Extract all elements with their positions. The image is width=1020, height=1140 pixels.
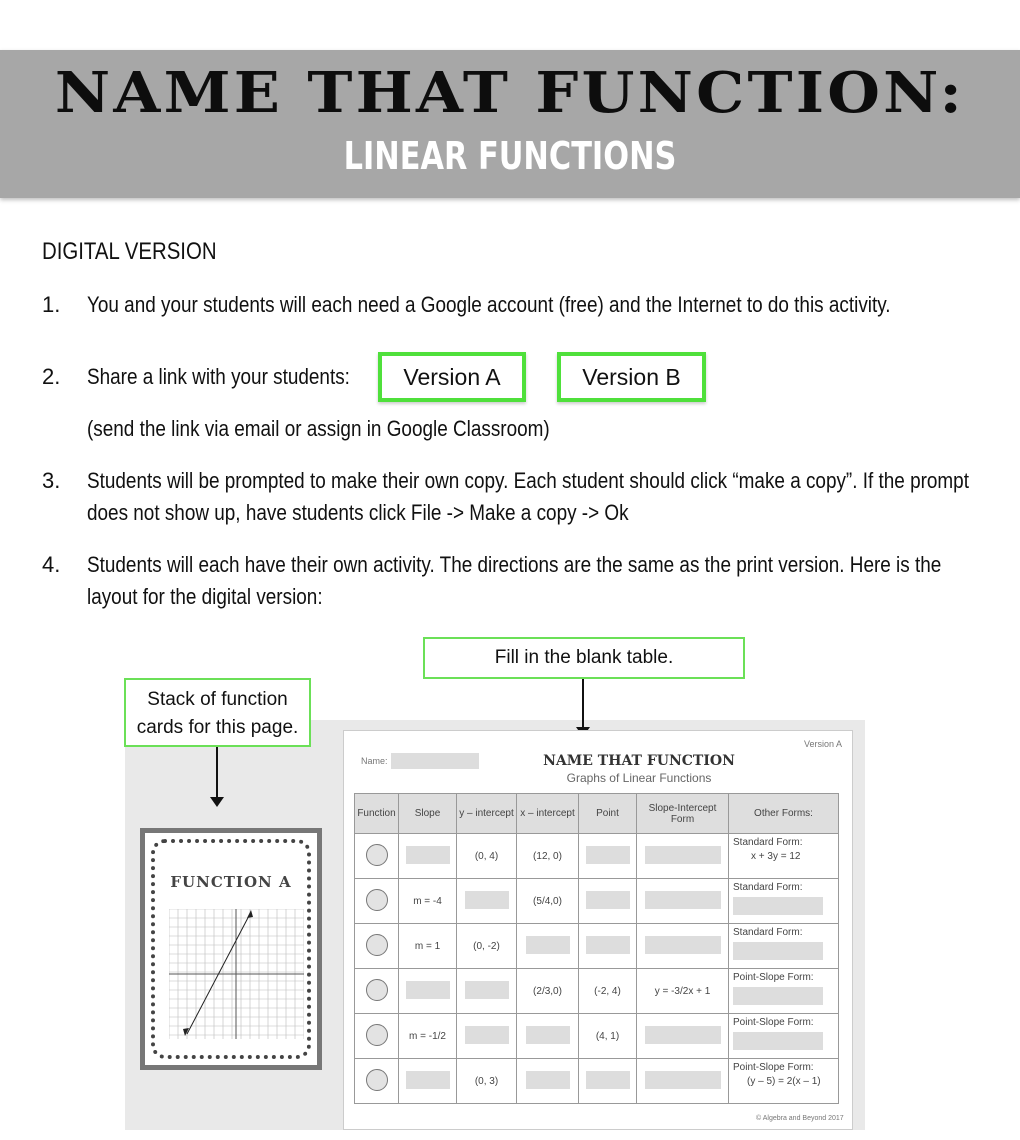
other-form-label: Point-Slope Form:: [733, 1062, 814, 1073]
card-drop-slot[interactable]: [355, 969, 399, 1014]
other-forms-cell: [729, 1014, 839, 1059]
other-form-value: x + 3y = 12: [751, 851, 801, 862]
card-drop-slot[interactable]: [355, 834, 399, 879]
sheet-title: NAME THAT FUNCTION: [543, 753, 735, 769]
table-header-row: [355, 794, 839, 834]
version-label: Version A: [804, 739, 843, 749]
col-other-forms: Other Forms:: [729, 794, 839, 834]
other-form-value: (y – 5) = 2(x – 1): [747, 1076, 821, 1087]
col-slope: Slope: [399, 794, 457, 834]
section-heading: DIGITAL VERSION: [42, 238, 217, 265]
slope-intercept-cell: y = -3/2x + 1: [637, 969, 729, 1014]
step-note: (send the link via email or assign in Google Classroom): [87, 416, 550, 441]
other-form-label: Point-Slope Form:: [733, 972, 814, 983]
slope-intercept-cell[interactable]: [637, 1014, 729, 1059]
step-text: You and your students will each need a Google account (free) and the Internet to do this activity.: [87, 292, 891, 317]
page-title: NAME THAT FUNCTION:: [54, 60, 966, 126]
step-text: Students will each have their own activity. The directions are the same as the print version. Here is the layout for the digital version:: [87, 552, 942, 609]
card-title: FUNCTION A: [170, 873, 292, 891]
x-intercept-cell[interactable]: [517, 924, 579, 969]
table-row: [355, 1059, 839, 1104]
other-form-label: Standard Form:: [733, 882, 803, 893]
step-text: Students will be prompted to make their own copy. Each student should click “make a copy”. If the prompt does not show up, have students click File -> Make a copy -> Ok: [87, 468, 969, 525]
col-point: Point: [579, 794, 637, 834]
table-row: [355, 1014, 839, 1059]
other-forms-cell: [729, 969, 839, 1014]
table-row: [355, 879, 839, 924]
function-card[interactable]: [140, 828, 322, 1070]
y-intercept-cell[interactable]: [457, 879, 517, 924]
y-intercept-cell: (0, -2): [457, 924, 517, 969]
slope-cell: m = 1: [399, 924, 457, 969]
other-form-label: Standard Form:: [733, 837, 803, 848]
card-drop-slot[interactable]: [355, 1059, 399, 1104]
slope-cell[interactable]: [399, 969, 457, 1014]
other-forms-cell: [729, 834, 839, 879]
other-form-field[interactable]: [733, 1032, 823, 1050]
point-cell[interactable]: [579, 834, 637, 879]
slope-cell[interactable]: [399, 834, 457, 879]
col-slope-intercept: Slope-Intercept Form: [637, 794, 729, 834]
card-border: [151, 839, 311, 1059]
point-cell[interactable]: [579, 879, 637, 924]
table-row: [355, 834, 839, 879]
slope-intercept-cell[interactable]: [637, 924, 729, 969]
col-function: Function: [355, 794, 399, 834]
page-subtitle: LINEAR FUNCTIONS: [343, 134, 677, 178]
stack-callout: Stack of function cards for this page.: [124, 678, 311, 747]
function-table: [354, 793, 839, 1104]
point-cell[interactable]: [579, 924, 637, 969]
x-intercept-cell: (12, 0): [517, 834, 579, 879]
other-form-label: Point-Slope Form:: [733, 1017, 814, 1028]
card-drop-slot[interactable]: [355, 879, 399, 924]
step-number: 1.: [42, 292, 61, 317]
sheet-subtitle: Graphs of Linear Functions: [566, 771, 712, 785]
table-row: [355, 924, 839, 969]
other-forms-cell: [729, 1059, 839, 1104]
step-text: Share a link with your students:: [87, 364, 350, 389]
y-intercept-cell: (0, 4): [457, 834, 517, 879]
other-forms-cell: [729, 924, 839, 969]
x-intercept-cell[interactable]: [517, 1014, 579, 1059]
coordinate-grid-icon: [169, 909, 304, 1039]
stack-arrow-icon: [216, 747, 218, 799]
y-intercept-cell: (0, 3): [457, 1059, 517, 1104]
slope-cell: m = -4: [399, 879, 457, 924]
card-drop-slot[interactable]: [355, 924, 399, 969]
sheet-footer: © Algebra and Beyond 2017: [756, 1115, 844, 1122]
point-cell: (-2, 4): [579, 969, 637, 1014]
version-b-link[interactable]: Version B: [557, 352, 706, 402]
other-forms-cell: [729, 879, 839, 924]
version-a-link[interactable]: Version A: [378, 352, 526, 402]
step-number: 2.: [42, 364, 61, 389]
table-callout: Fill in the blank table.: [423, 637, 745, 679]
y-intercept-cell[interactable]: [457, 969, 517, 1014]
slope-cell[interactable]: [399, 1059, 457, 1104]
y-intercept-cell[interactable]: [457, 1014, 517, 1059]
slope-intercept-cell[interactable]: [637, 879, 729, 924]
table-arrow-icon: [582, 679, 584, 729]
slope-intercept-cell[interactable]: [637, 1059, 729, 1104]
step-number: 3.: [42, 468, 61, 493]
x-intercept-cell: (5/4,0): [517, 879, 579, 924]
x-intercept-cell: (2/3,0): [517, 969, 579, 1014]
other-form-field[interactable]: [733, 897, 823, 915]
slope-intercept-cell[interactable]: [637, 834, 729, 879]
x-intercept-cell[interactable]: [517, 1059, 579, 1104]
point-cell[interactable]: [579, 1059, 637, 1104]
col-x-intercept: x – intercept: [517, 794, 579, 834]
col-y-intercept: y – intercept: [457, 794, 517, 834]
activity-sheet: [343, 730, 853, 1130]
point-cell: (4, 1): [579, 1014, 637, 1059]
other-form-field[interactable]: [733, 987, 823, 1005]
title-banner: [0, 50, 1020, 198]
card-drop-slot[interactable]: [355, 1014, 399, 1059]
slope-cell: m = -1/2: [399, 1014, 457, 1059]
other-form-label: Standard Form:: [733, 927, 803, 938]
step-number: 4.: [42, 552, 61, 577]
name-label: Name:: [361, 756, 388, 766]
other-form-field[interactable]: [733, 942, 823, 960]
table-row: [355, 969, 839, 1014]
